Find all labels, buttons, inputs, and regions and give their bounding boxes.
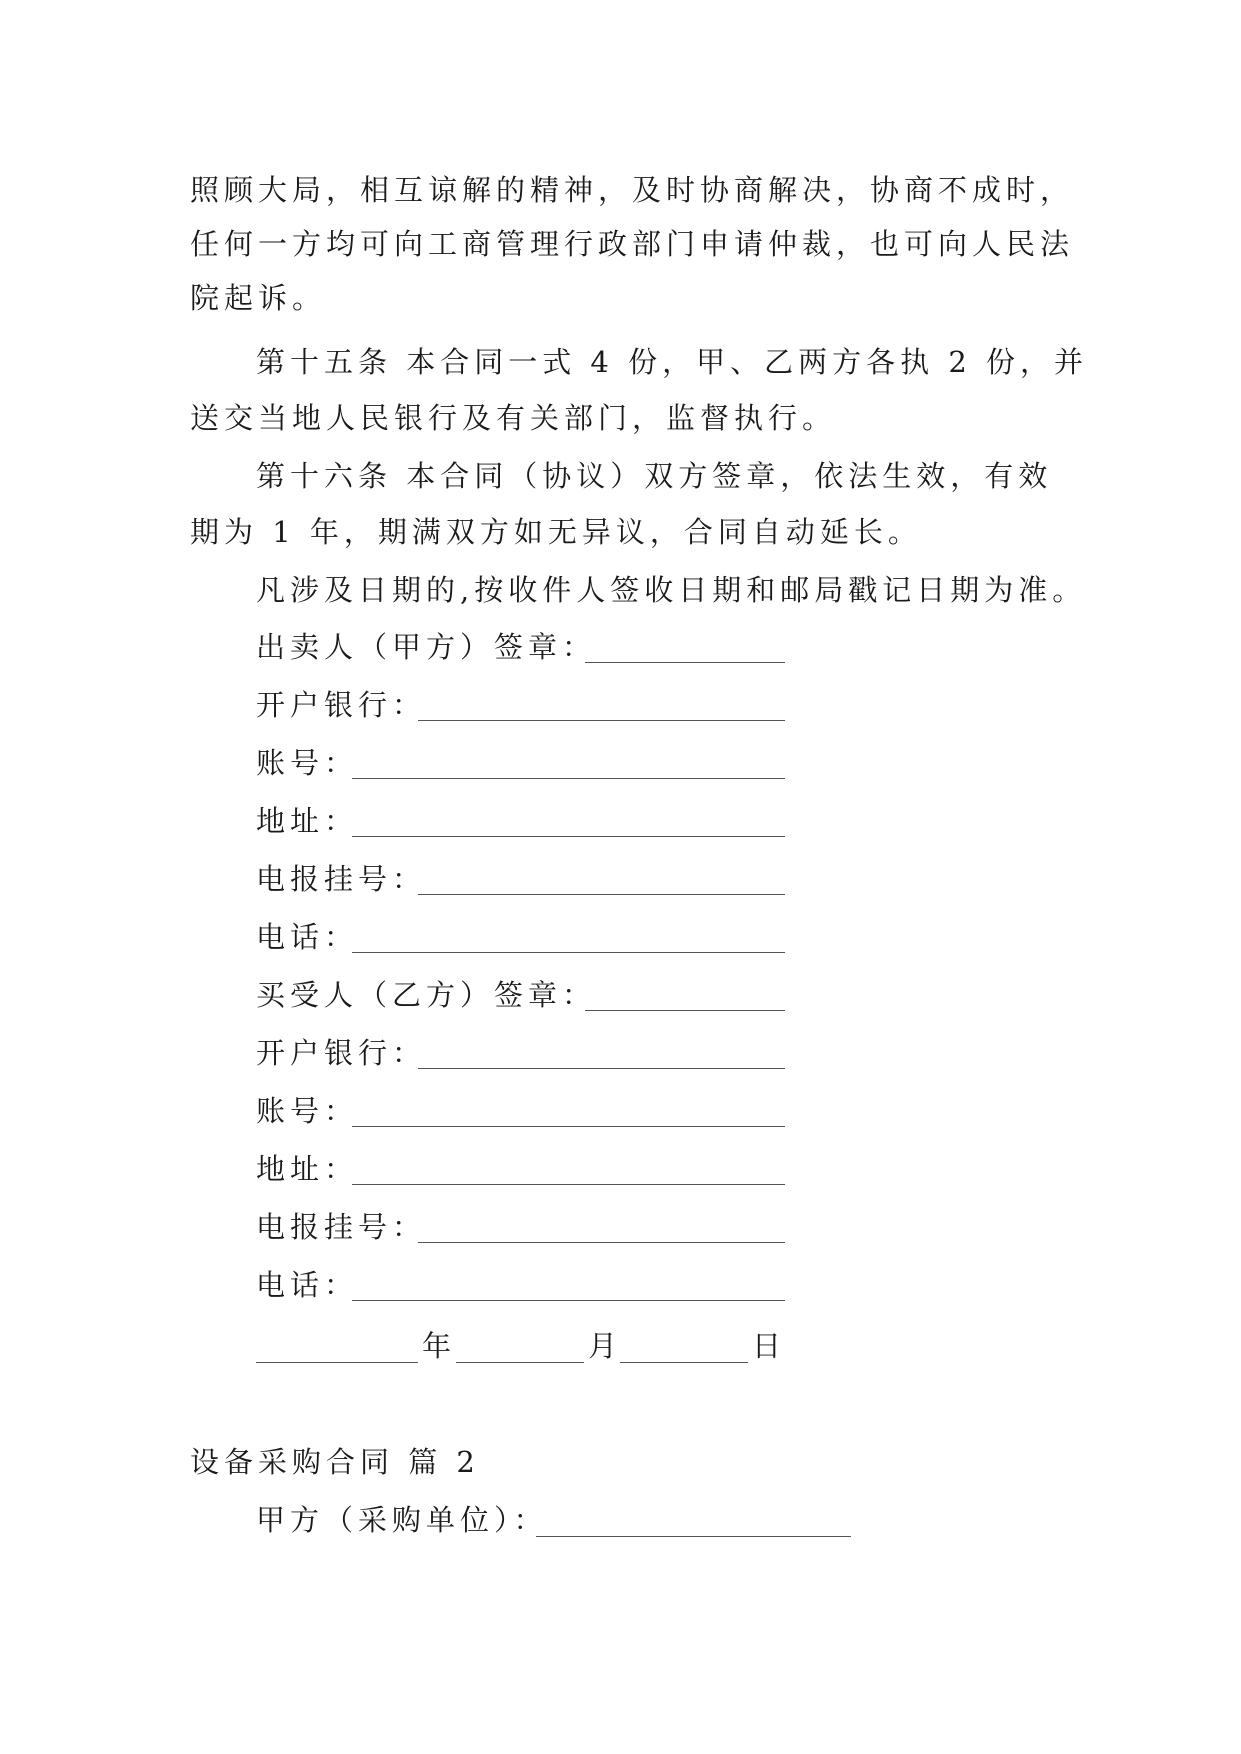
buyer-address-label: 地址： <box>256 1152 359 1186</box>
year-blank[interactable] <box>256 1362 418 1363</box>
seller-phone-label: 电话： <box>256 920 359 954</box>
buyer-sign-blank[interactable] <box>585 1010 785 1011</box>
month-blank[interactable] <box>456 1362 584 1363</box>
paragraph-line: 院起诉。 <box>190 281 327 315</box>
seller-address-blank[interactable] <box>352 836 785 837</box>
seller-telegraph-blank[interactable] <box>418 894 785 895</box>
buyer-address-blank[interactable] <box>352 1184 785 1185</box>
day-label: 日 <box>752 1329 782 1363</box>
article-15: 第十五条 本合同一式 4 份，甲、乙两方各执 2 份，并 <box>256 345 1088 379</box>
seller-address-label: 地址： <box>256 804 359 838</box>
month-label: 月 <box>588 1329 618 1363</box>
seller-bank-blank[interactable] <box>418 720 785 721</box>
seller-sign-label: 出卖人（甲方）签章： <box>256 630 597 664</box>
seller-sign-blank[interactable] <box>585 662 785 663</box>
seller-telegraph-label: 电报挂号： <box>256 862 427 896</box>
buyer-account-blank[interactable] <box>352 1126 785 1127</box>
buyer-phone-label: 电话： <box>256 1268 359 1302</box>
day-blank[interactable] <box>620 1362 748 1363</box>
seller-phone-blank[interactable] <box>352 952 785 953</box>
year-label: 年 <box>422 1329 452 1363</box>
seller-account-blank[interactable] <box>352 778 785 779</box>
buyer-telegraph-blank[interactable] <box>418 1242 785 1243</box>
date-note: 凡涉及日期的,按收件人签收日期和邮局戳记日期为准。 <box>256 573 1087 607</box>
buyer-phone-blank[interactable] <box>352 1300 785 1301</box>
buyer-account-label: 账号： <box>256 1094 359 1128</box>
buyer-bank-label: 开户银行： <box>256 1036 427 1070</box>
article-16: 第十六条 本合同（协议）双方签章，依法生效，有效 <box>256 459 1053 493</box>
paragraph-line: 送交当地人民银行及有关部门，监督执行。 <box>190 401 837 435</box>
seller-account-label: 账号： <box>256 746 359 780</box>
buyer-bank-blank[interactable] <box>418 1068 785 1069</box>
party-a-label: 甲方（采购单位）： <box>256 1503 548 1537</box>
buyer-telegraph-label: 电报挂号： <box>256 1210 427 1244</box>
buyer-sign-label: 买受人（乙方）签章： <box>256 978 597 1012</box>
paragraph-line: 任何一方均可向工商管理行政部门申请仲裁，也可向人民法 <box>190 227 1075 261</box>
party-a-blank[interactable] <box>536 1536 851 1537</box>
seller-bank-label: 开户银行： <box>256 688 427 722</box>
paragraph-line: 期为 1 年，期满双方如无异议，合同自动延长。 <box>190 515 922 549</box>
section-title: 设备采购合同 篇 2 <box>190 1445 480 1479</box>
paragraph-line: 照顾大局，相互谅解的精神，及时协商解决，协商不成时， <box>190 173 1075 207</box>
